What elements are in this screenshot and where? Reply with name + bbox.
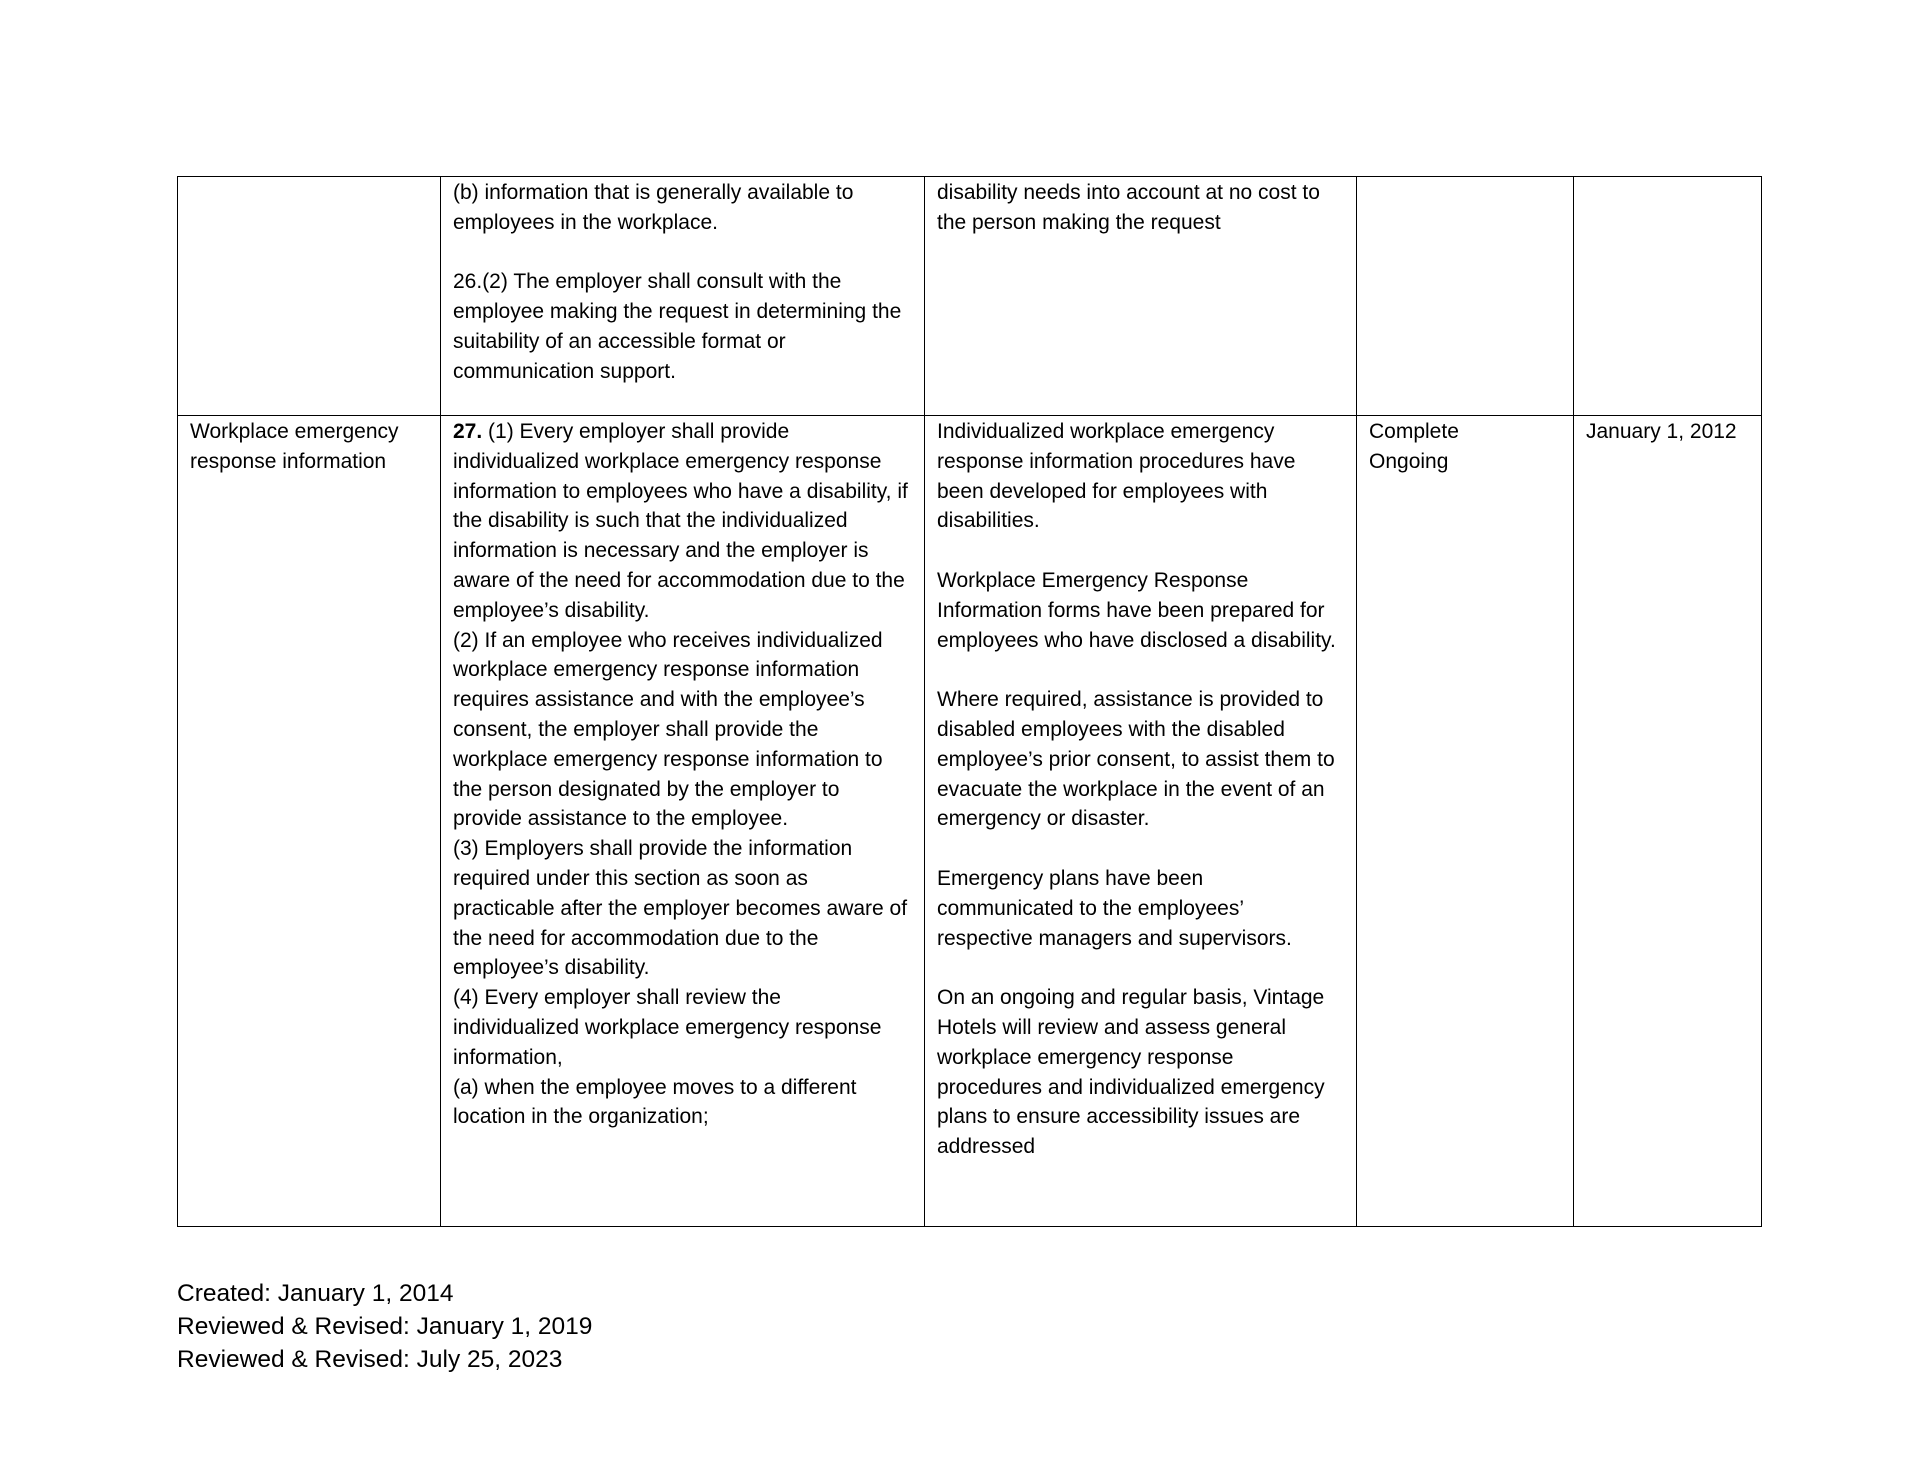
standard-subsection: (2) If an employee who receives individualized workplace emergency response information requires assistance and with the employee’s consent, the employer shall provide the workplace emergency response information to the person designated by the employer to provide assistance to the employee. [453, 628, 883, 831]
standard-subsection: (3) Employers shall provide the information required under this section as soon as practicable after the employer becomes aware of the need for accommodation due to the employee’s disability. [453, 837, 908, 980]
compliance-table [177, 176, 1762, 1227]
date-cell [1574, 177, 1762, 416]
status-cell [1357, 177, 1574, 416]
action-paragraph: Workplace Emergency Response Information forms have been prepared for employees who have disclosed a disability. [937, 568, 1336, 652]
standard-paragraph: 26.(2) The employer shall consult with the employee making the request in determining the suitability of an accessible format or communication support. [453, 270, 902, 383]
section-lead-text: (1) Every employer shall provide individualized workplace emergency response information to employees who have a disability, if the disability is such that the individualized information is necessary and the employer is aware of the need for accommodation due to the employee’s disability. [453, 420, 908, 622]
table-row [178, 177, 1762, 416]
action-paragraph: Emergency plans have been communicated to the employees’ respective managers and supervisors. [937, 866, 1292, 950]
requirement-text: Workplace emergency response information [190, 420, 399, 473]
revised-date: Reviewed & Revised: January 1, 2019 [177, 1313, 593, 1340]
action-paragraph: Where required, assistance is provided to disabled employees with the disabled employee’s prior consent, to assist them to evacuate the workplace in the event of an emergency or disaster. [937, 688, 1335, 831]
section-number: 27. [453, 420, 483, 443]
requirement-cell [178, 416, 441, 1227]
status-cell [1357, 416, 1574, 1227]
action-cell [925, 177, 1357, 416]
standard-subsection: (4) Every employer shall review the individualized workplace emergency response information, [453, 986, 882, 1069]
status-text: Complete Ongoing [1369, 420, 1459, 473]
table-row [178, 416, 1762, 1227]
action-paragraph: Individualized workplace emergency response information procedures have been developed for employees with disabilities. [937, 420, 1296, 533]
revised-date: Reviewed & Revised: July 25, 2023 [177, 1346, 563, 1373]
standard-paragraph: (b) information that is generally available to employees in the workplace. [453, 181, 854, 234]
document-footer [177, 1277, 592, 1376]
date-text: January 1, 2012 [1586, 420, 1737, 443]
standard-cell [441, 177, 925, 416]
action-paragraph: On an ongoing and regular basis, Vintage Hotels will review and assess general workplace emergency response procedures and individualized emergency plans to ensure accessibility issues are addressed [937, 986, 1325, 1159]
standard-subsection: (a) when the employee moves to a different location in the organization; [453, 1075, 857, 1129]
standard-lead-paragraph [453, 417, 912, 626]
created-date: Created: January 1, 2014 [177, 1280, 454, 1307]
action-paragraph: disability needs into account at no cost to the person making the request [937, 181, 1320, 234]
standard-cell [441, 416, 925, 1227]
action-cell [925, 416, 1357, 1227]
requirement-cell [178, 177, 441, 416]
date-cell [1574, 416, 1762, 1227]
